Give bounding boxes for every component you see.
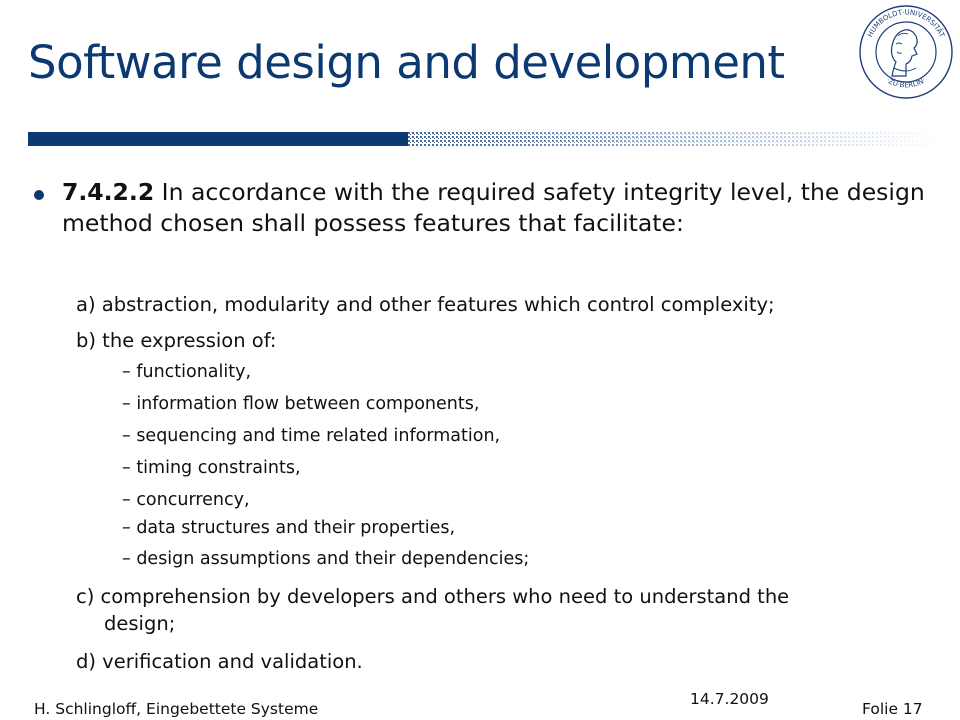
- footer-author: H. Schlingloff, Eingebettete Systeme: [34, 700, 319, 718]
- item-d: d) verification and validation.: [76, 650, 363, 673]
- sub-item-design-assumptions: – design assumptions and their dependencies;: [122, 549, 530, 569]
- svg-text:·ZU·BERLIN·: ·ZU·BERLIN·: [885, 76, 927, 90]
- sub-item-information-flow: – information flow between components,: [122, 394, 480, 414]
- sub-item-data-structures: – data structures and their properties,: [122, 518, 456, 538]
- sub-item-concurrency: – concurrency,: [122, 490, 250, 510]
- svg-text:HUMBOLDT·UNIVERSITÄT: HUMBOLDT·UNIVERSITÄT: [866, 8, 946, 39]
- sub-item-sequencing: – sequencing and time related information,: [122, 426, 501, 446]
- bullet-dot: [34, 190, 44, 200]
- main-bullet: [62, 177, 942, 239]
- footer-slide-number: Folie 17: [862, 700, 923, 718]
- slide-title: Software design and development: [28, 36, 785, 89]
- sub-item-timing: – timing constraints,: [122, 458, 301, 478]
- clause-text: In accordance with the required safety integrity level, the design method chosen shall possess features that facilitate:: [62, 178, 925, 237]
- item-c-line1: c) comprehension by developers and others who need to understand the: [76, 585, 790, 608]
- item-c: [76, 583, 946, 637]
- item-a: a) abstraction, modularity and other features which control complexity;: [76, 293, 775, 316]
- title-divider-bar: [28, 132, 942, 146]
- item-b: b) the expression of:: [76, 329, 277, 352]
- item-c-line2: design;: [104, 612, 176, 635]
- university-seal-logo: [856, 2, 956, 102]
- sub-item-functionality: – functionality,: [122, 362, 252, 382]
- clause-number: 7.4.2.2: [62, 178, 155, 206]
- footer-date: 14.7.2009: [690, 690, 769, 708]
